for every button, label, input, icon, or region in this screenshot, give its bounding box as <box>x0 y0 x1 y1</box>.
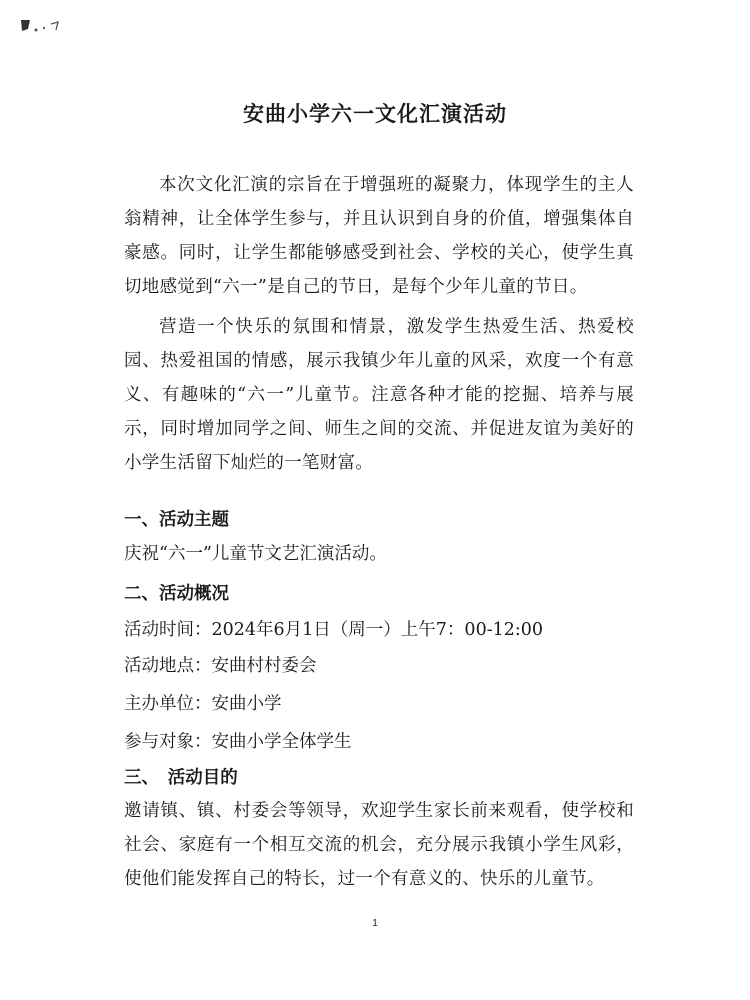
intro-paragraph-2: 营造一个快乐的氛围和情景，激发学生热爱生活、热爱校园、热爱祖国的情感，展示我镇少年儿童的风采，欢度一个有意义、有趣味的“六一”儿童节。注意各种才能的挖掘、培养与展示，同时增加同学之间、师生之间的交流、并促进友谊为美好的小学生活留下灿烂的一笔财富。 <box>124 317 634 473</box>
section-3-text: 邀请镇、镇、村委会等领导，欢迎学生家长前来观看，使学校和社会、家庭有一个相互交流的机会，充分展示我镇小学生风彩，使他们能发挥自己的特长，过一个有意义的、快乐的儿童节。 <box>124 801 634 889</box>
section-1-heading: 一、活动主题 <box>124 510 229 530</box>
page-number: 1 <box>372 918 378 929</box>
activity-location: 活动地点：安曲村村委会 <box>124 656 317 676</box>
activity-organizer: 主办单位：安曲小学 <box>124 694 282 714</box>
activity-time: 活动时间：2024年6月1日（周一）上午7：00-12:00 <box>124 620 544 640</box>
scan-artifact-mark <box>18 16 66 38</box>
section-1-text: 庆祝“六一”儿童节文艺汇演活动。 <box>124 544 387 564</box>
section-3-heading: 三、 活动目的 <box>124 768 238 788</box>
activity-participants: 参与对象：安曲小学全体学生 <box>124 732 352 752</box>
section-2-heading: 二、活动概况 <box>124 584 229 604</box>
document-title: 安曲小学六一文化汇演活动 <box>243 101 507 126</box>
intro-paragraph-1: 本次文化汇演的宗旨在于增强班的凝聚力，体现学生的主人翁精神，让全体学生参与，并且认识到自身的价值，增强集体自豪感。同时，让学生都能够感受到社会、学校的关心，使学生真切地感觉到“六一”是自己的节日，是每个少年儿童的节日。 <box>124 175 634 297</box>
